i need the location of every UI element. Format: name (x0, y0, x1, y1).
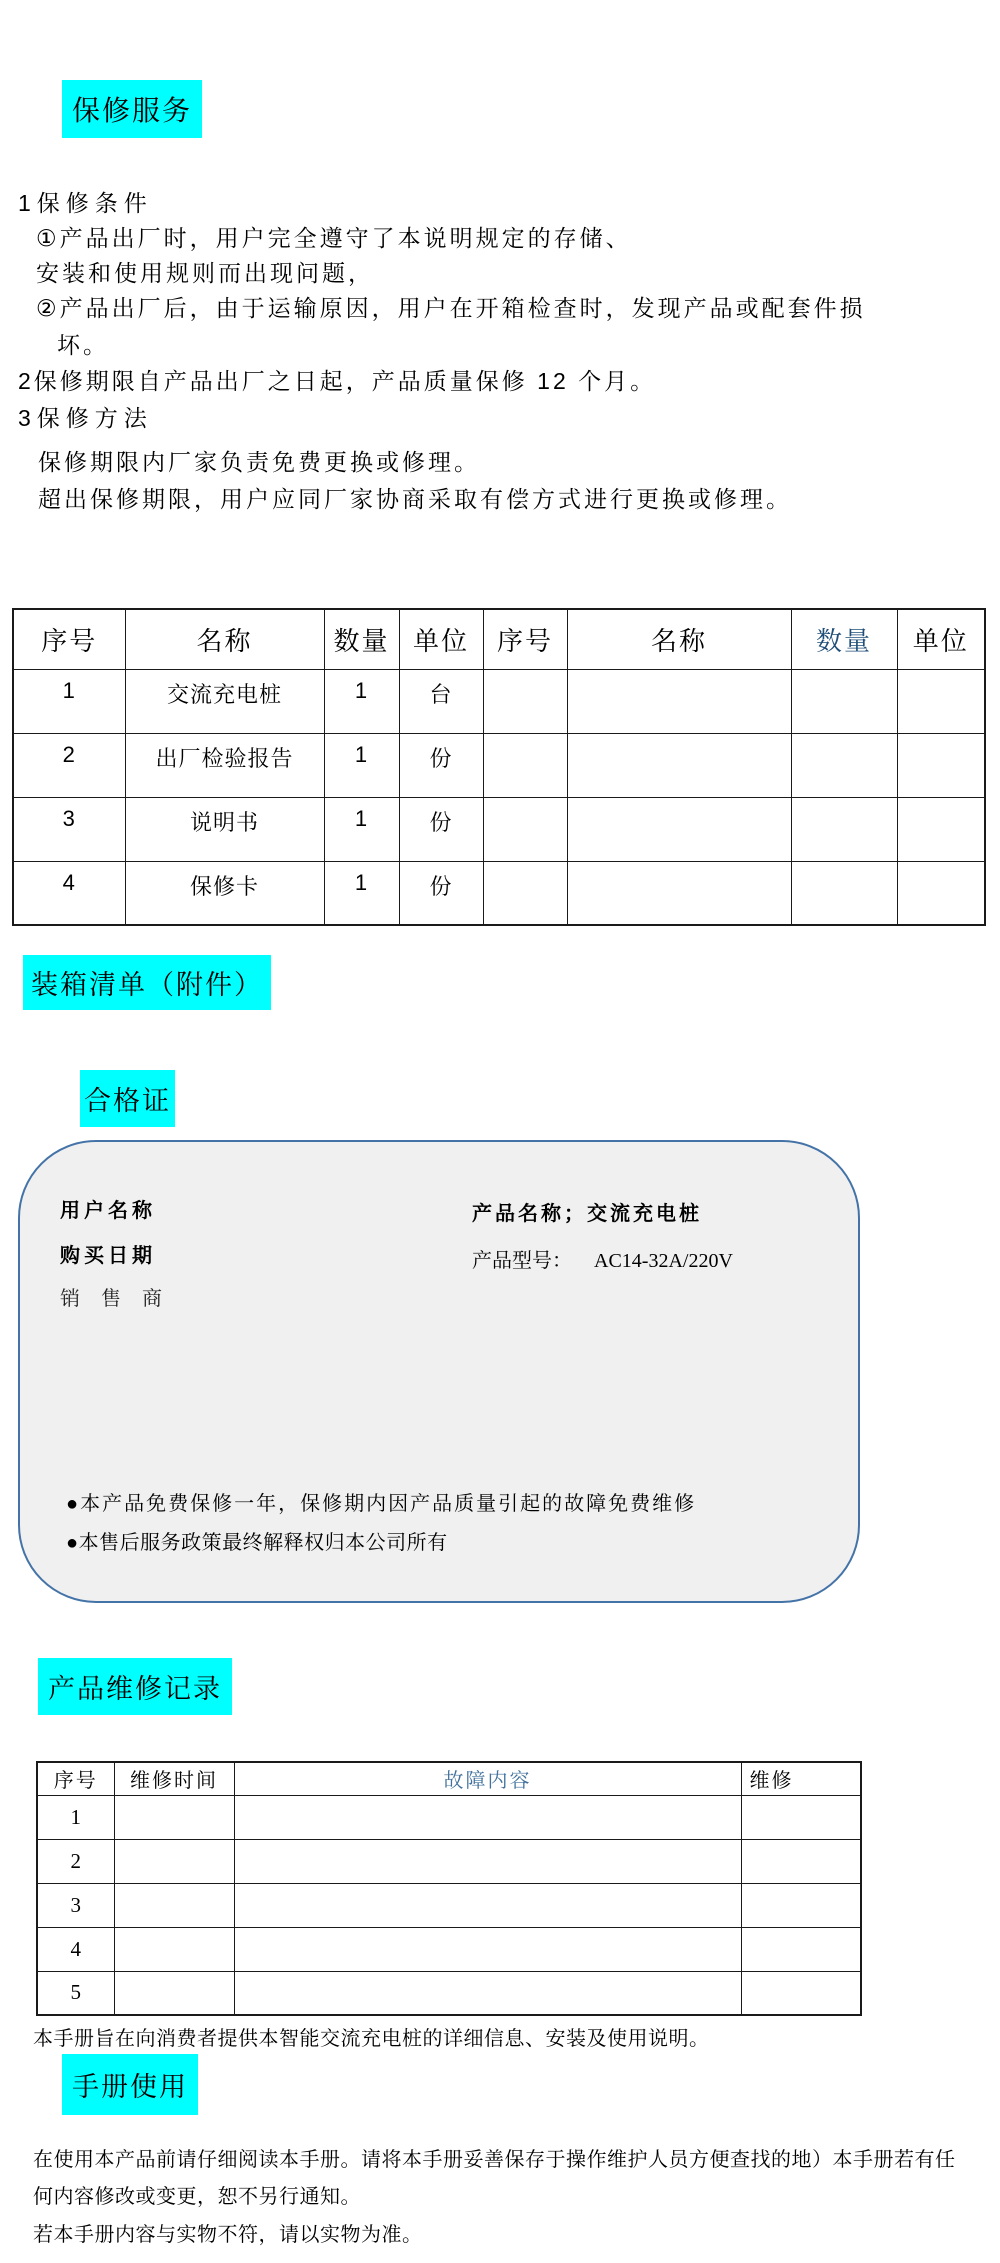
manual-use-title: 手册使用 (62, 2054, 198, 2115)
table-row (37, 1839, 861, 1883)
table-cell: 保修卡 (125, 861, 324, 925)
table-cell (114, 1971, 234, 2015)
header-seq: 序号 (37, 1762, 114, 1795)
manual-paragraph-line3: 若本手册内容与实物不符，请以实物为准。 (33, 2224, 423, 2246)
header-repair: 维修 (741, 1762, 861, 1795)
certificate-product-name: 产品名称；交流充电桩 (472, 1203, 702, 1225)
table-cell: 台 (399, 669, 483, 733)
table-cell (741, 1839, 861, 1883)
table-cell: 3 (13, 797, 125, 861)
table-cell: 交流充电桩 (125, 669, 324, 733)
table-row (37, 1883, 861, 1927)
table-row (37, 1971, 861, 2015)
table-cell (741, 1927, 861, 1971)
header-seq-2: 序号 (483, 609, 567, 669)
table-cell (741, 1971, 861, 2015)
table-row (13, 861, 985, 925)
table-cell (234, 1971, 741, 2015)
table-cell (483, 797, 567, 861)
packing-list-table (12, 608, 986, 926)
table-cell: 份 (399, 733, 483, 797)
table-cell (114, 1795, 234, 1839)
warranty-method-line1: 保修期限内厂家负责免费更换或修理。 (38, 449, 480, 475)
table-cell: 4 (37, 1927, 114, 1971)
table-cell (234, 1883, 741, 1927)
table-cell: 说明书 (125, 797, 324, 861)
warranty-condition-item2: ②产品出厂后，由于运输原因，用户在开箱检查时，发现产品或配套件损 (36, 295, 866, 321)
warranty-condition-item1: ①产品出厂时，用户完全遵守了本说明规定的存储、 (36, 225, 632, 251)
table-cell (741, 1795, 861, 1839)
repair-record-table (36, 1761, 862, 2016)
table-cell: 2 (13, 733, 125, 797)
manual-paragraph-line1: 在使用本产品前请仔细阅读本手册。请将本手册妥善保存于操作维护人员方便查找的地）本手册若有任 (33, 2149, 956, 2171)
certificate-user-label: 用户名称 (60, 1200, 156, 1222)
warranty-condition-heading: 1保修条件 (18, 190, 153, 216)
table-cell (234, 1839, 741, 1883)
table-cell (791, 733, 897, 797)
table-cell: 1 (324, 861, 399, 925)
table-cell: 1 (324, 669, 399, 733)
table-row (37, 1795, 861, 1839)
warranty-method-line2: 超出保修期限，用户应同厂家协商采取有偿方式进行更换或修理。 (38, 486, 792, 512)
table-cell: 出厂检验报告 (125, 733, 324, 797)
table-cell: 1 (13, 669, 125, 733)
table-cell (483, 669, 567, 733)
table-cell: 4 (13, 861, 125, 925)
table-cell (567, 797, 791, 861)
header-name-1: 名称 (125, 609, 324, 669)
table-row (37, 1927, 861, 1971)
table-cell (567, 733, 791, 797)
header-unit-2: 单位 (897, 609, 985, 669)
header-unit-1: 单位 (399, 609, 483, 669)
certificate-model-line (472, 1244, 733, 1273)
header-name-2: 名称 (567, 609, 791, 669)
table-cell (483, 861, 567, 925)
header-qty-2: 数量 (791, 609, 897, 669)
table-cell: 1 (324, 797, 399, 861)
manual-intro-line: 本手册旨在向消费者提供本智能交流充电桩的详细信息、安装及使用说明。 (33, 2028, 710, 2050)
table-cell: 份 (399, 797, 483, 861)
table-cell: 5 (37, 1971, 114, 2015)
table-cell (897, 797, 985, 861)
table-cell (114, 1927, 234, 1971)
table-cell (234, 1927, 741, 1971)
table-cell (567, 669, 791, 733)
manual-paragraph-line2: 何内容修改或变更，恕不另行通知。 (33, 2186, 361, 2208)
table-cell: 份 (399, 861, 483, 925)
repair-record-title: 产品维修记录 (38, 1658, 232, 1715)
warranty-method-heading: 3保修方法 (18, 405, 153, 431)
packing-header-row (13, 609, 985, 669)
header-fault-content: 故障内容 (234, 1762, 741, 1795)
warranty-condition-item1b: 安装和使用规则而出现问题， (36, 260, 374, 286)
certificate-card (18, 1140, 860, 1603)
table-cell (791, 797, 897, 861)
certificate-title: 合格证 (80, 1070, 175, 1127)
certificate-note-1: ●本产品免费保修一年，保修期内因产品质量引起的故障免费维修 (66, 1493, 697, 1515)
table-cell (234, 1795, 741, 1839)
packing-list-title: 装箱清单（附件） (23, 955, 271, 1010)
table-cell (741, 1883, 861, 1927)
warranty-period-line: 2保修期限自产品出厂之日起，产品质量保修 12 个月。 (18, 368, 657, 394)
table-cell: 2 (37, 1839, 114, 1883)
table-cell (897, 669, 985, 733)
table-cell (114, 1883, 234, 1927)
table-cell: 1 (324, 733, 399, 797)
certificate-purchase-date-label: 购买日期 (60, 1245, 156, 1267)
table-cell (791, 861, 897, 925)
table-cell: 1 (37, 1795, 114, 1839)
table-cell (483, 733, 567, 797)
header-qty-1: 数量 (324, 609, 399, 669)
repair-header-row (37, 1762, 861, 1795)
table-row (13, 733, 985, 797)
table-row (13, 797, 985, 861)
table-cell (897, 861, 985, 925)
table-row (13, 669, 985, 733)
table-cell: 3 (37, 1883, 114, 1927)
warranty-service-title: 保修服务 (62, 80, 202, 138)
certificate-seller-label: 销 售 商 (60, 1288, 170, 1310)
header-seq-1: 序号 (13, 609, 125, 669)
table-cell (791, 669, 897, 733)
table-cell (897, 733, 985, 797)
certificate-note-2: ●本售后服务政策最终解释权归本公司所有 (66, 1532, 448, 1554)
table-cell (567, 861, 791, 925)
header-repair-time: 维修时间 (114, 1762, 234, 1795)
table-cell (114, 1839, 234, 1883)
certificate-model-label: 产品型号： (472, 1250, 572, 1272)
certificate-model-value: AC14-32A/220V (594, 1250, 733, 1272)
warranty-condition-item2b: 坏。 (57, 332, 109, 358)
